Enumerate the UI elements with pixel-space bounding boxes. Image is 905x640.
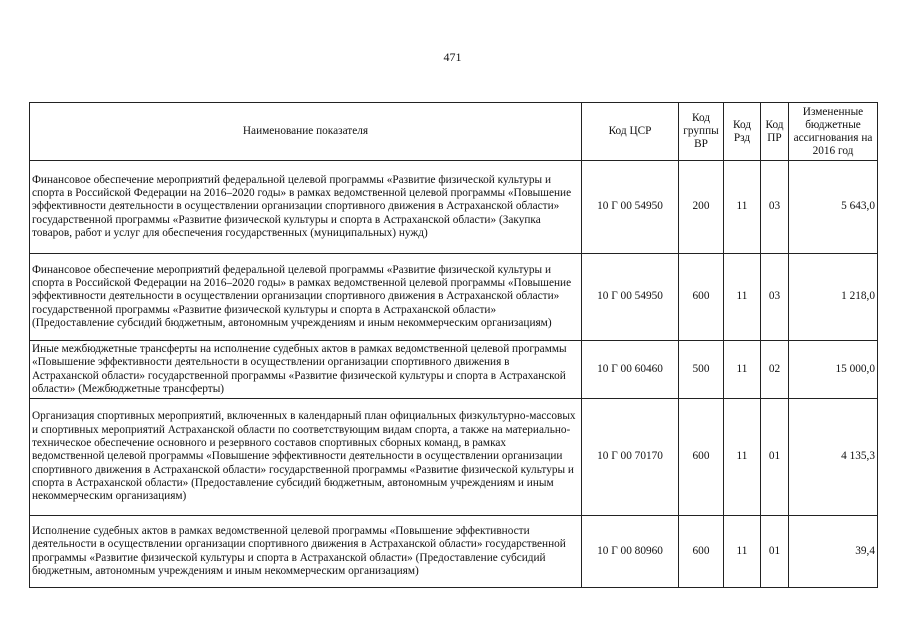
row-csr: 10 Г 00 80960 [582, 516, 679, 588]
row-pr: 03 [761, 254, 789, 341]
row-amount: 5 643,0 [789, 161, 878, 254]
row-pr: 02 [761, 341, 789, 399]
row-name: Организация спортивных мероприятий, включенных в календарный план официальных физкультурно-массовых и спортивных мероприятий Астраханской области по соответствующим видам спорта, а также на материально-техническое обеспечение основного и резервного составов спортивных сборных команд, в рамках ведомственной целевой программы «Повышение эффективности деятельности в осуществлении организации спортивного движения в Астраханской области» государственной программы «Развитие физической культуры и спорта в Астраханской области» (Предоставление субсидий бюджетным, автономным учреждениям и иным некоммерческим организациям) [30, 399, 582, 516]
row-rzd: 11 [724, 254, 761, 341]
row-rzd: 11 [724, 341, 761, 399]
row-rzd: 11 [724, 516, 761, 588]
header-csr: Код ЦСР [582, 103, 679, 161]
row-pr: 01 [761, 516, 789, 588]
table-row [30, 161, 878, 254]
table-row [30, 341, 878, 399]
row-vr: 600 [679, 399, 724, 516]
row-name: Финансовое обеспечение мероприятий федеральной целевой программы «Развитие физической культуры и спорта в Российской Федерации на 2016–2020 годы» в рамках ведомственной целевой программы «Повышение эффективности деятельности в осуществлении организации спортивного движения в Астраханской области» государственной программы «Развитие физической культуры и спорта в Астраханской области» (Закупка товаров, работ и услуг для обеспечения государственных (муниципальных) нужд) [30, 161, 582, 254]
row-vr: 200 [679, 161, 724, 254]
row-amount: 1 218,0 [789, 254, 878, 341]
header-pr: Код ПР [761, 103, 789, 161]
row-name: Финансовое обеспечение мероприятий федеральной целевой программы «Развитие физической культуры и спорта в Российской Федерации на 2016–2020 годы» в рамках ведомственной целевой программы «Повышение эффективности деятельности в осуществлении организации спортивного движения в Астраханской области» государственной программы «Развитие физической культуры и спорта в Астраханской области» (Предоставление субсидий бюджетным, автономным учреждениям и иным некоммерческим организациям) [30, 254, 582, 341]
header-vr: Код группы ВР [679, 103, 724, 161]
row-amount: 15 000,0 [789, 341, 878, 399]
row-vr: 600 [679, 254, 724, 341]
header-name: Наименование показателя [30, 103, 582, 161]
row-pr: 01 [761, 399, 789, 516]
budget-table [29, 102, 878, 588]
row-csr: 10 Г 00 54950 [582, 254, 679, 341]
table-header-row [30, 103, 878, 161]
row-vr: 500 [679, 341, 724, 399]
row-amount: 4 135,3 [789, 399, 878, 516]
row-csr: 10 Г 00 54950 [582, 161, 679, 254]
row-pr: 03 [761, 161, 789, 254]
header-rzd: Код Рзд [724, 103, 761, 161]
row-rzd: 11 [724, 161, 761, 254]
table-row [30, 254, 878, 341]
row-amount: 39,4 [789, 516, 878, 588]
row-name: Исполнение судебных актов в рамках ведомственной целевой программы «Повышение эффективности деятельности в осуществлении организации спортивного движения в Астраханской области» государственной программы «Развитие физической культуры и спорта в Астраханской области» (Предоставление субсидий бюджетным, автономным учреждениям и иным некоммерческим организациям) [30, 516, 582, 588]
page-number: 471 [443, 50, 462, 64]
row-rzd: 11 [724, 399, 761, 516]
row-csr: 10 Г 00 70170 [582, 399, 679, 516]
row-vr: 600 [679, 516, 724, 588]
table-row [30, 399, 878, 516]
row-name: Иные межбюджетные трансферты на исполнение судебных актов в рамках ведомственной целевой программы «Повышение эффективности деятельности в осуществлении организации спортивного движения в Астраханской области» государственной программы «Развитие физической культуры и спорта в Астраханской области» (Межбюджетные трансферты) [30, 341, 582, 399]
row-csr: 10 Г 00 60460 [582, 341, 679, 399]
header-amount: Измененные бюджетные ассигнования на 2016 год [789, 103, 878, 161]
table-row [30, 516, 878, 588]
